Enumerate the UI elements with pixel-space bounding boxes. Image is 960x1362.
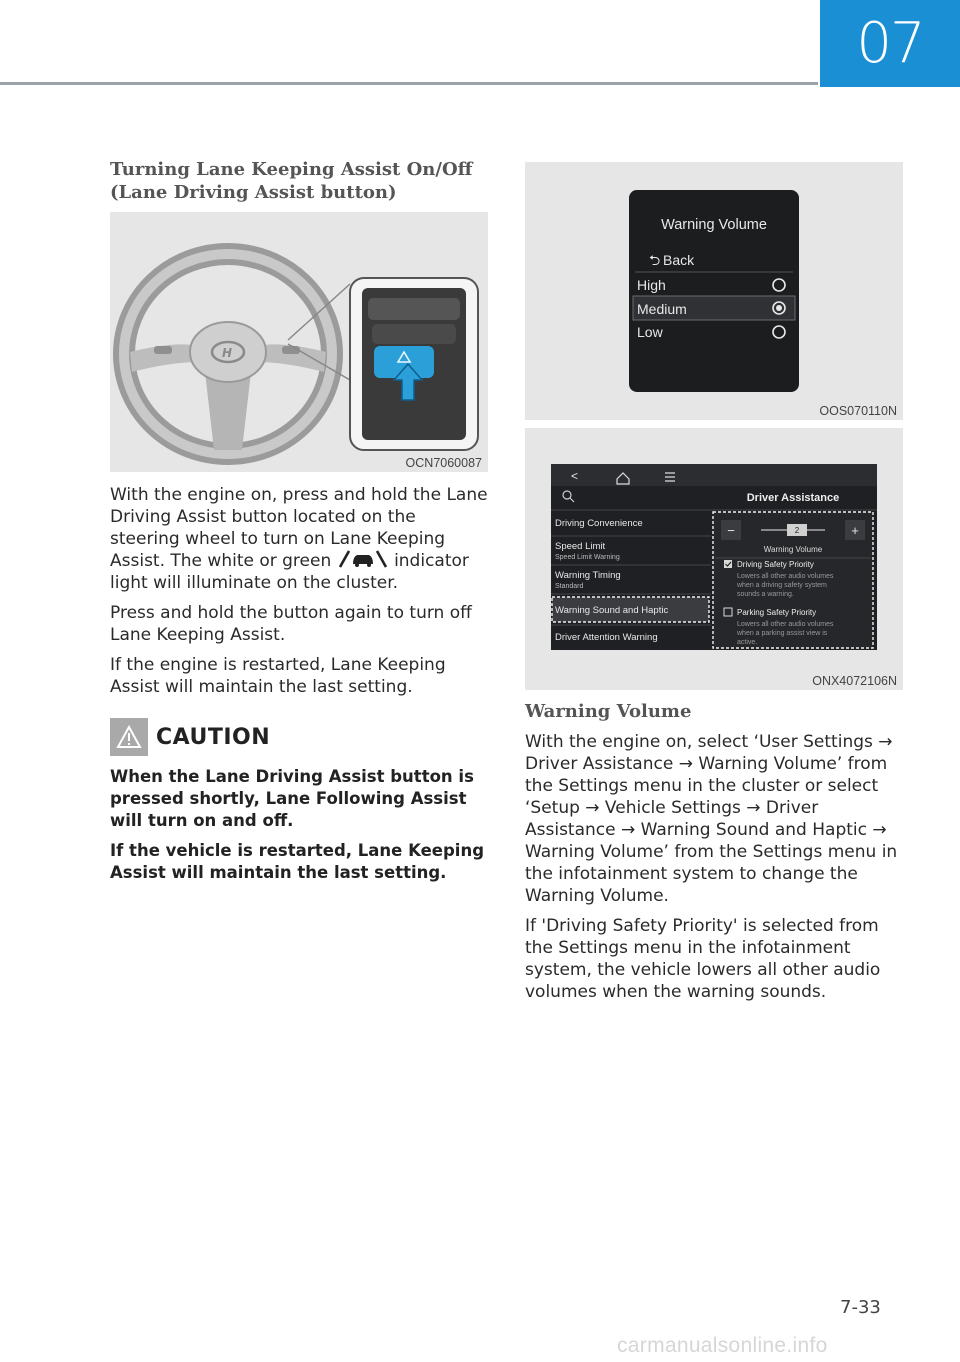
section-title-lka xyxy=(110,158,488,204)
cluster-title: Warning Volume xyxy=(661,217,767,233)
lka-paragraph-3: If the engine is restarted, Lane Keeping Assist will maintain the last setting. xyxy=(110,655,446,697)
menu-item-2-sub: Standard xyxy=(555,583,584,590)
left-column xyxy=(110,158,488,892)
page-number: 7-33 xyxy=(840,1297,881,1318)
opt1-desc2: when a driving safety system xyxy=(737,582,827,589)
menu-item-2: Warning Timing xyxy=(555,570,621,581)
menu-item-3: Warning Sound and Haptic xyxy=(555,605,669,616)
lane-keeping-indicator-icon xyxy=(337,550,389,568)
volume-plus-button: + xyxy=(851,523,859,538)
volume-minus-button: − xyxy=(727,523,735,538)
lka-paragraph-2: Press and hold the button again to turn off Lane Keeping Assist. xyxy=(110,603,472,645)
menu-item-4: Driver Attention Warning xyxy=(555,632,658,643)
cluster-back: Back xyxy=(663,252,695,268)
warning-volume-paragraph-1: With the engine on, select ‘User Settings → Driver Assistance → Warning Volume’ from the Settings menu in the cluster or select ‘Setup → Vehicle Settings → Driver Assistance → Warning Sound and Haptic → Warning Volume’ from the Settings menu in the infotainment system to change the Warning Volume. xyxy=(525,732,898,906)
cluster-warning-volume-figure xyxy=(525,162,903,420)
figure-code: OOS070110N xyxy=(819,404,897,418)
section-title-line2: (Lane Driving Assist button) xyxy=(110,182,397,203)
figure-code: ONX4072106N xyxy=(812,674,897,688)
right-column xyxy=(525,162,903,1011)
volume-label: Warning Volume xyxy=(763,545,823,554)
opt2-desc1: Lowers all other audio volumes xyxy=(737,621,834,628)
infotainment-screen xyxy=(525,428,903,690)
opt1-desc3: sounds a warning. xyxy=(737,591,794,598)
cluster-option-low: Low xyxy=(637,324,663,340)
cluster-option-medium: Medium xyxy=(637,301,687,317)
opt2-label: Parking Safety Priority xyxy=(737,608,817,617)
back-chevron-icon: < xyxy=(571,469,579,483)
caution-header xyxy=(110,718,488,756)
lka-paragraph-1-start: With the engine on, press and hold the Lane Driving Assist button located on the steering wheel to turn on Lane Keeping Assist. The white or green xyxy=(110,485,488,571)
caution-title: CAUTION xyxy=(156,724,271,750)
svg-text:H: H xyxy=(222,346,233,360)
opt2-desc3: active. xyxy=(737,639,758,646)
chapter-tab: 07 xyxy=(820,0,960,87)
menu-item-0: Driving Convenience xyxy=(555,518,643,529)
caution-paragraph-2: If the vehicle is restarted, Lane Keeping Assist will maintain the last setting. xyxy=(110,841,485,882)
watermark: carmanualsonline.info xyxy=(617,1334,828,1357)
cluster-option-high: High xyxy=(637,277,666,293)
volume-value: 2 xyxy=(794,526,800,535)
figure-code: OCN7060087 xyxy=(405,456,482,470)
menu-item-1: Speed Limit xyxy=(555,541,606,552)
infotainment-title: Driver Assistance xyxy=(746,492,840,504)
section-title-warning-volume: Warning Volume xyxy=(525,701,692,722)
steering-wheel-figure xyxy=(110,212,488,472)
opt2-desc2: when a parking assist view is xyxy=(737,630,828,637)
cluster-screen xyxy=(525,162,903,420)
warning-volume-paragraph-2: If 'Driving Safety Priority' is selected from the Settings menu in the infotainment system, the vehicle lowers all other audio volumes when the warning sounds. xyxy=(525,916,881,1002)
lka-paragraph-1-end: indicator light will illuminate on the cluster. xyxy=(110,551,469,593)
lka-paragraph-1 xyxy=(110,484,488,594)
opt1-desc1: Lowers all other audio volumes xyxy=(737,573,834,580)
opt1-label: Driving Safety Priority xyxy=(737,560,814,569)
infotainment-figure xyxy=(525,428,903,690)
header-rule xyxy=(0,82,818,85)
caution-paragraph-1: When the Lane Driving Assist button is pressed shortly, Lane Following Assist will turn on and off. xyxy=(110,767,474,830)
steering-wheel-illustration xyxy=(110,212,488,472)
driving-safety-checkbox xyxy=(724,560,732,568)
warning-triangle-icon xyxy=(110,718,148,756)
back-icon: ⮌ xyxy=(649,253,661,269)
section-title-line1: Turning Lane Keeping Assist On/Off xyxy=(110,159,473,180)
menu-item-1-sub: Speed Limit Warning xyxy=(555,554,620,561)
